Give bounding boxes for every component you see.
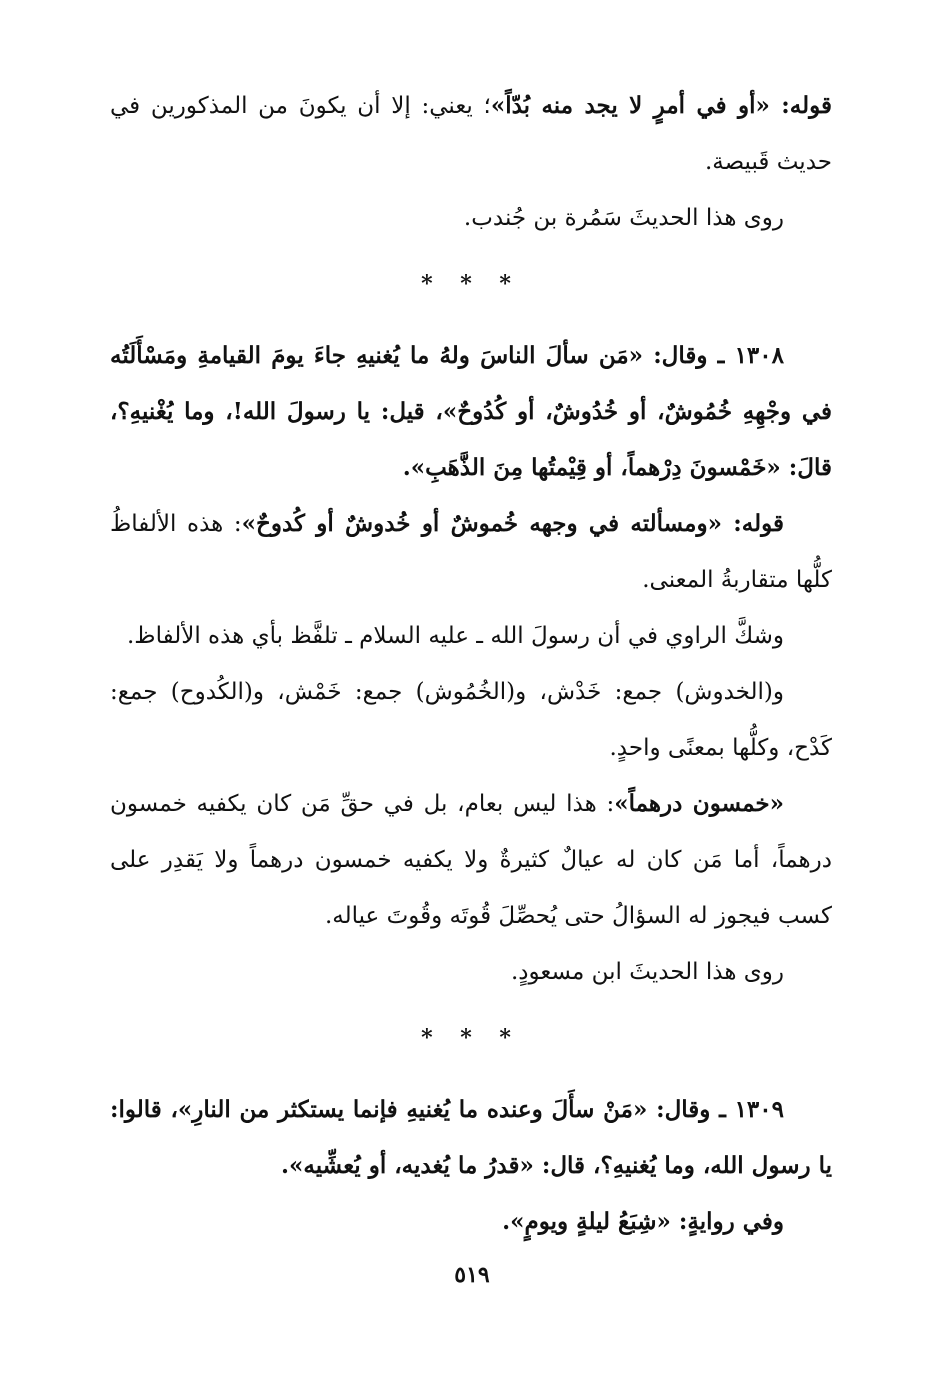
paragraph-another-narration: [110, 1194, 832, 1250]
paragraph-text: : هذا ليس بعام، بل في حقِّ مَن كان يكفيه خمسون درهماً، أما مَن كان له عيالٌ كثيرةٌ ولا يكفيه خمسون درهماً ولا يَقدِر على كسب فيجوز له السؤالُ حتى يُحصِّلَ قُوتَه وقُوتَ عياله.: [110, 791, 832, 929]
paragraph-text: : هذه الألفاظُ كلُّها متقاربةُ المعنى.: [110, 511, 832, 593]
section-separator: * * *: [421, 1025, 521, 1051]
paragraph-text: و(الخدوش) جمع: خَدْش، و(الخُمُوش) جمع: خَمْش، و(الكُدوح) جمع: كَدْح، وكلُّها بمعنًى واحدٍ.: [110, 679, 832, 761]
page-number: ٥١٩: [454, 1262, 490, 1288]
paragraph-text: وفي روايةٍ: «شِبَعُ ليلةٍ ويومٍ».: [502, 1208, 784, 1235]
section-separator: * * *: [421, 271, 521, 297]
hadith-text: ١٣٠٩ ـ وقال: «مَنْ سأَلَ وعنده ما يُغنيهِ فإنما يستكثر من النارِ»، قالوا: يا رسول الله، وما يُغنيهِ؟، قال: «قدرُ ما يُغديه، أو يُعشِّيه».: [110, 1096, 832, 1179]
paragraph-narrator-doubt: [110, 608, 832, 664]
quote-lead: «خمسون درهماً»: [614, 790, 784, 817]
paragraph-plurals: [110, 664, 832, 776]
paragraph-text: ؛ يعني: إلا أن يكونَ من المذكورين في حديث قَبيصة.: [110, 93, 832, 175]
page-body: [110, 78, 832, 1250]
paragraph-text: وشكَّ الراوي في أن رسولَ الله ـ عليه السلام ـ تلفَّظ بأي هذه الألفاظ.: [126, 623, 784, 649]
quote-lead: قوله: «ومسألته في وجهه خُموشٌ أو خُدوشٌ أو كُدوحٌ»: [241, 510, 784, 537]
hadith-1308: [110, 328, 832, 496]
hadith-text: ١٣٠٨ ـ وقال: «مَن سألَ الناسَ ولهُ ما يُغنيهِ جاءَ يومَ القيامةِ ومَسْأَلَتُه في وجْهِهِ خُمُوشٌ، أو خُدُوشٌ، أو كُدُوحٌ»، قيل: يا رسولَ الله!، وما يُغْنيهِ؟، قالَ: «خَمْسونَ دِرْهماً، أو قِيْمتُها مِنَ الذَّهَبِ».: [110, 342, 832, 481]
paragraph-fifty-dirhams: [110, 776, 832, 944]
paragraph-narrator-samura: [110, 190, 832, 246]
quote-lead: قوله: «أو في أمرٍ لا يجد منه بُدّاً»: [490, 92, 832, 119]
paragraph-narrator-ibn-masud: [110, 944, 832, 1000]
paragraph-qabisa-comment: [110, 78, 832, 190]
paragraph-khumush-comment: [110, 496, 832, 608]
hadith-1309: [110, 1082, 832, 1194]
paragraph-text: روى هذا الحديثَ سَمُرة بن جُندب.: [463, 205, 784, 231]
paragraph-text: روى هذا الحديثَ ابن مسعودٍ.: [510, 959, 784, 985]
